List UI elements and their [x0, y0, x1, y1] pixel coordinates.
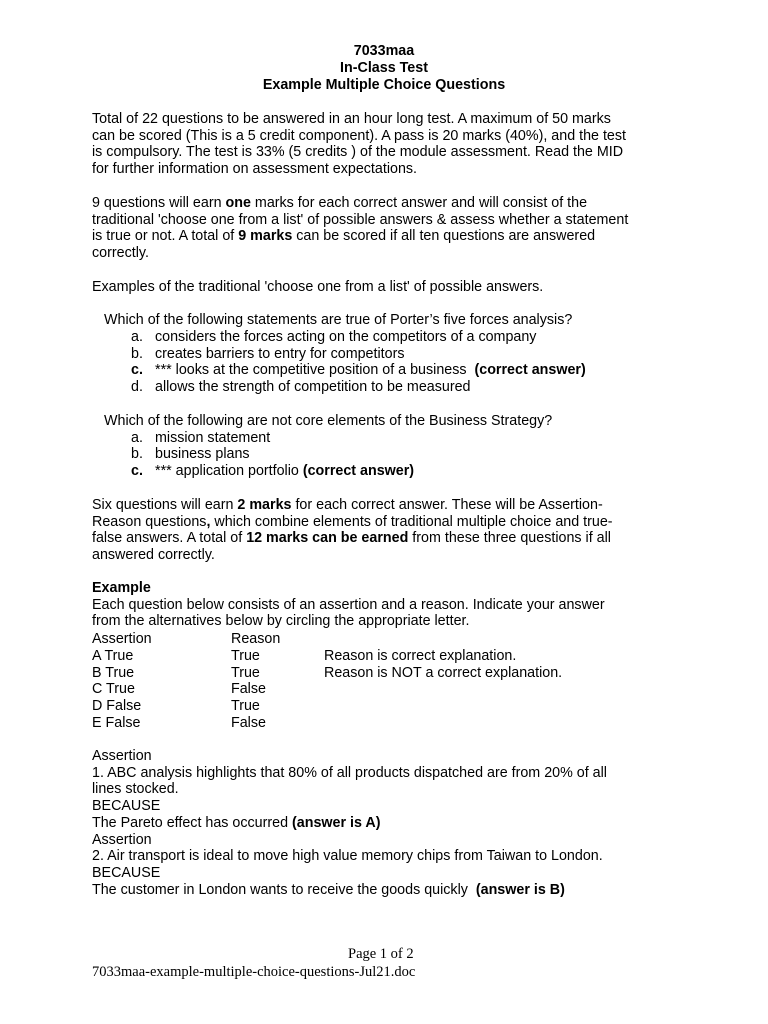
text-run: 9 questions will earn — [92, 195, 226, 211]
footer-filename: 7033maa-example-multiple-choice-questions-Jul21.doc — [92, 964, 416, 980]
assertion-text: 2. Air transport is ideal to move high value memory chips from Taiwan to London. — [92, 848, 603, 865]
document-test-type: In-Class Test — [340, 60, 428, 76]
answer-label: (answer is B) — [475, 881, 565, 898]
because-label: BECAUSE — [92, 864, 161, 881]
row-assertion: A True — [92, 648, 134, 664]
question-2-option-a — [131, 430, 691, 447]
option-letter: c. — [131, 463, 143, 479]
bold-run: one — [225, 195, 251, 211]
example-table-row — [92, 648, 692, 665]
example-section — [92, 580, 692, 630]
bold-run: 9 marks — [238, 228, 293, 245]
example-line: Each question below consists of an assertion and a reason. Indicate your answer — [92, 596, 605, 613]
question-1-option-d — [131, 379, 691, 396]
text-run: Six questions will earn — [92, 497, 238, 513]
document-title: Example Multiple Choice Questions — [262, 77, 506, 93]
row-assertion: B True — [92, 665, 135, 681]
intro-line: for further information on assessment expectations. — [92, 161, 418, 178]
option-text: mission statement — [155, 430, 271, 446]
page-number: Page 1 of 2 — [348, 946, 414, 962]
row-explanation: Reason is correct explanation. — [324, 648, 517, 664]
question-2-option-c — [131, 463, 691, 480]
bold-run: , — [206, 513, 211, 530]
text-run: Reason questions — [92, 513, 207, 530]
assertion-text: 1. ABC analysis highlights that 80% of all products dispatched are from 20% of all — [92, 764, 607, 781]
option-letter: d. — [131, 379, 143, 395]
example-table-row — [92, 681, 692, 698]
row-reason: True — [231, 648, 260, 664]
section-one-line: correctly. — [92, 245, 149, 262]
bold-run: 2 marks — [237, 497, 292, 513]
option-text: allows the strength of competition to be measured — [155, 379, 471, 395]
text-run: can be scored if all ten questions are answered — [292, 228, 596, 245]
question-1-option-a — [131, 329, 691, 346]
option-text: considers the forces acting on the competitors of a company — [155, 329, 537, 345]
example-line: from the alternatives below by circling the appropriate letter. — [92, 613, 470, 630]
section-one-line: traditional 'choose one from a list' of possible answers & assess whether a statement — [92, 211, 629, 228]
text-run: The customer in London wants to receive the goods quickly — [92, 881, 476, 898]
section-two-line — [92, 530, 692, 547]
section-one-line — [92, 228, 692, 245]
intro-line: can be scored (This is a 5 credit component). A pass is 20 marks (40%), and the test — [92, 127, 627, 144]
section-two-paragraph — [92, 497, 692, 564]
section-two-line: answered correctly. — [92, 547, 215, 564]
text-run: is true or not. A total of — [92, 228, 239, 245]
reason-text — [92, 815, 692, 832]
text-run: which combine elements of traditional multiple choice and true- — [210, 513, 613, 530]
assertion-label: Assertion — [92, 748, 152, 764]
row-reason: False — [231, 681, 266, 697]
question-2-text: Which of the following are not core elements of the Business Strategy? — [104, 413, 553, 429]
section-one-paragraph — [92, 195, 692, 262]
option-text: *** looks at the competitive position of a business — [155, 362, 475, 378]
question-1-option-b — [131, 346, 691, 363]
text-run: false answers. A total of — [92, 530, 247, 547]
text-run: from these three questions if all — [408, 530, 611, 547]
column-header-assertion: Assertion — [92, 631, 152, 647]
text-run: marks for each correct answer and will consist of the — [250, 195, 588, 211]
correct-answer-label: (correct answer) — [302, 463, 415, 479]
section-two-line — [92, 514, 692, 531]
section-one-line — [92, 195, 692, 212]
example-heading-text: Example — [92, 580, 151, 596]
option-text: business plans — [155, 446, 250, 462]
document-code: 7033maa — [353, 43, 415, 59]
section-two-line — [92, 497, 692, 514]
reason-text — [92, 882, 692, 899]
option-letter: a. — [131, 430, 143, 446]
answer-label: (answer is A) — [292, 814, 381, 831]
option-letter: b. — [131, 446, 143, 462]
example-table-row — [92, 698, 692, 715]
row-assertion: C True — [92, 681, 135, 697]
text-run: for each correct answer. These will be Assertion- — [291, 497, 603, 513]
examples-intro: Examples of the traditional 'choose one from a list' of possible answers. — [92, 279, 544, 295]
question-2-option-b — [131, 446, 691, 463]
correct-answer-label: (correct answer) — [474, 362, 586, 378]
row-assertion: E False — [92, 715, 141, 731]
row-reason: True — [231, 665, 260, 681]
option-text: *** application portfolio — [155, 463, 303, 479]
column-header-reason: Reason — [231, 631, 281, 647]
example-table-header — [92, 631, 692, 648]
option-letter: c. — [131, 362, 143, 378]
row-explanation: Reason is NOT a correct explanation. — [324, 665, 563, 681]
because-label: BECAUSE — [92, 798, 161, 815]
intro-line: is compulsory. The test is 33% (5 credits ) of the module assessment. Read the MID — [92, 144, 624, 161]
row-assertion: D False — [92, 698, 142, 714]
bold-run: 12 marks can be earned — [246, 530, 409, 547]
text-run: The Pareto effect has occurred — [92, 814, 293, 831]
option-letter: a. — [131, 329, 143, 345]
question-1-option-c — [131, 362, 691, 379]
example-table-row — [92, 665, 692, 682]
example-table-row — [92, 715, 692, 732]
intro-paragraph — [92, 111, 692, 178]
assertion-text: lines stocked. — [92, 781, 179, 798]
option-letter: b. — [131, 346, 143, 362]
row-reason: False — [231, 715, 266, 731]
question-1-text: Which of the following statements are true of Porter’s five forces analysis? — [104, 312, 573, 328]
example-heading — [92, 580, 692, 597]
option-text: creates barriers to entry for competitors — [155, 346, 405, 362]
intro-line: Total of 22 questions to be answered in an hour long test. A maximum of 50 marks — [92, 111, 611, 127]
assertion-examples — [92, 748, 692, 898]
row-reason: True — [231, 698, 260, 714]
assertion-label: Assertion — [92, 831, 152, 848]
